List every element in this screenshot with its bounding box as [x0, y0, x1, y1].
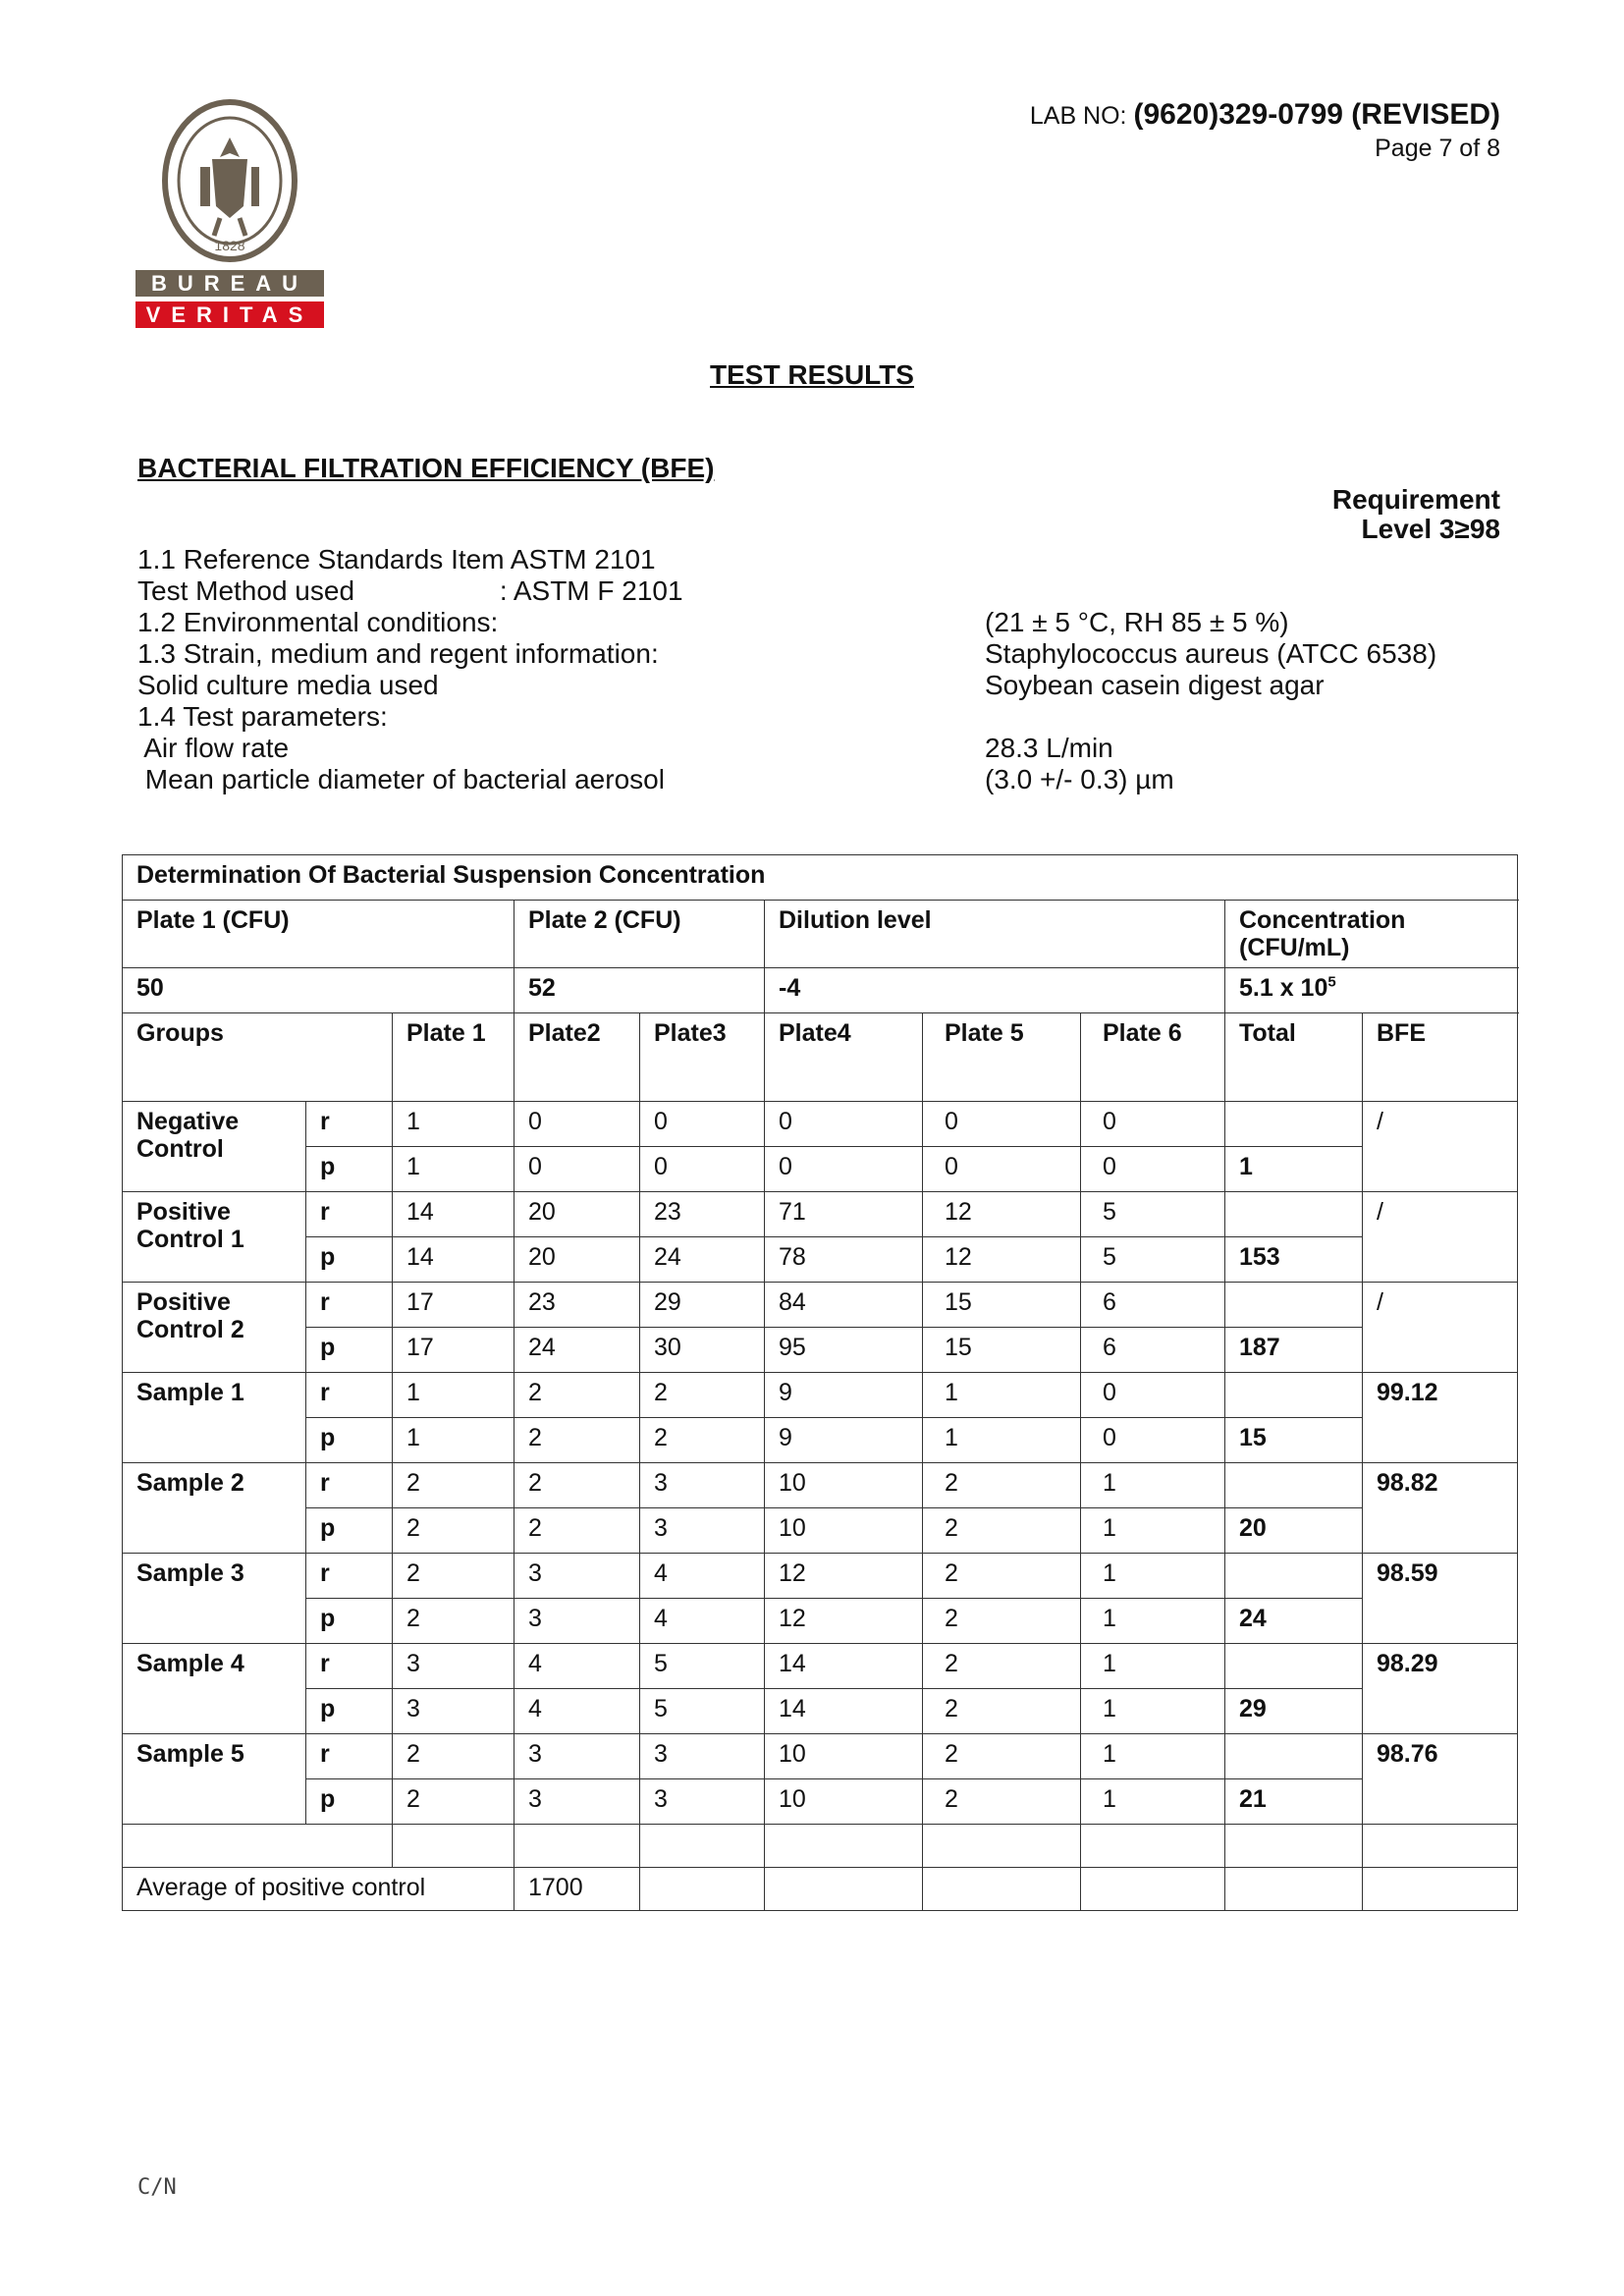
info-right-8: (3.0 +/- 0.3) µm	[985, 764, 1174, 794]
seal-year: 1828	[214, 238, 245, 253]
plate-count: 5	[1081, 1237, 1225, 1283]
table-row	[123, 1147, 1518, 1192]
table-row	[123, 1644, 1518, 1689]
empty-cell	[393, 1825, 514, 1868]
info-left-4: 1.3 Strain, medium and regent information:	[137, 638, 659, 669]
header-concentration: Concentration (CFU/mL)	[1225, 901, 1518, 968]
plate-count: 1	[923, 1418, 1081, 1463]
plate-count: 71	[765, 1192, 923, 1237]
table-row	[123, 1779, 1518, 1825]
plate-count: 3	[514, 1599, 640, 1644]
empty-cell	[923, 1825, 1081, 1868]
header-plate1-cfu: Plate 1 (CFU)	[123, 901, 514, 968]
plate-count: 2	[514, 1373, 640, 1418]
requirement-label: Requirement	[1331, 484, 1500, 515]
lab-number	[1030, 98, 1500, 132]
group-bfe: /	[1363, 1102, 1518, 1192]
plate-count: 9	[765, 1373, 923, 1418]
table-row	[123, 1508, 1518, 1554]
plate-count: 2	[923, 1689, 1081, 1734]
plate-count: 5	[640, 1689, 765, 1734]
plate-count: 0	[1081, 1373, 1225, 1418]
plate-count: 14	[765, 1689, 923, 1734]
empty-cell	[123, 1825, 393, 1868]
empty-cell	[765, 1825, 923, 1868]
average-value: 1700	[514, 1868, 640, 1911]
plate-count: 6	[1081, 1328, 1225, 1373]
plate-count: 0	[923, 1102, 1081, 1147]
group-name: Sample 2	[123, 1463, 306, 1554]
group-name: Sample 1	[123, 1373, 306, 1463]
row-type: p	[306, 1418, 393, 1463]
row-type: r	[306, 1373, 393, 1418]
row-type: r	[306, 1463, 393, 1508]
row-total: 153	[1225, 1237, 1363, 1283]
table-row	[123, 1373, 1518, 1418]
row-type: r	[306, 1283, 393, 1328]
group-name: Sample 3	[123, 1554, 306, 1644]
plate-count: 14	[393, 1192, 514, 1237]
info-left-7: Air flow rate	[137, 733, 290, 763]
plate-count: 0	[514, 1102, 640, 1147]
average-label: Average of positive control	[123, 1868, 514, 1911]
plate-count: 3	[514, 1554, 640, 1599]
table-row	[123, 1237, 1518, 1283]
plate-count: 1	[1081, 1554, 1225, 1599]
info-left-3: 1.2 Environmental conditions:	[137, 607, 499, 637]
row-total	[1225, 1373, 1363, 1418]
plate-count: 2	[393, 1508, 514, 1554]
value-plate1-cfu: 50	[123, 968, 514, 1013]
plate-count: 2	[514, 1508, 640, 1554]
plate-count: 2	[923, 1554, 1081, 1599]
plate-count: 4	[640, 1554, 765, 1599]
plate-count: 0	[640, 1147, 765, 1192]
table-row	[123, 1283, 1518, 1328]
plate-count: 12	[765, 1554, 923, 1599]
plate-count: 24	[640, 1237, 765, 1283]
plate-count: 12	[923, 1237, 1081, 1283]
plate-count: 2	[923, 1463, 1081, 1508]
row-total: 24	[1225, 1599, 1363, 1644]
page-footer: C/N	[137, 2175, 177, 2200]
col-header-plate1: Plate 1	[393, 1013, 514, 1102]
row-total: 29	[1225, 1689, 1363, 1734]
row-total: 21	[1225, 1779, 1363, 1825]
plate-count: 1	[393, 1147, 514, 1192]
average-row	[123, 1868, 1518, 1911]
concentration-base: 5.1 x 10	[1239, 974, 1328, 1002]
info-left-2: Test Method used : ASTM F 2101	[137, 575, 683, 606]
empty-cell	[1225, 1868, 1363, 1911]
plate-count: 0	[640, 1102, 765, 1147]
row-type: p	[306, 1689, 393, 1734]
concentration-exponent: 5	[1327, 973, 1336, 991]
row-total: 20	[1225, 1508, 1363, 1554]
plate-count: 2	[393, 1554, 514, 1599]
col-header-plate2: Plate2	[514, 1013, 640, 1102]
value-plate2-cfu: 52	[514, 968, 765, 1013]
plate-count: 5	[1081, 1192, 1225, 1237]
plate-count: 10	[765, 1463, 923, 1508]
group-name: Sample 4	[123, 1644, 306, 1734]
plate-count: 12	[923, 1192, 1081, 1237]
plate-count: 2	[393, 1463, 514, 1508]
info-right-4: Staphylococcus aureus (ATCC 6538)	[985, 638, 1437, 669]
lab-no-label: LAB NO:	[1029, 102, 1127, 130]
plate-count: 17	[393, 1283, 514, 1328]
plate-count: 14	[765, 1644, 923, 1689]
empty-cell	[1081, 1825, 1225, 1868]
empty-cell	[1363, 1825, 1518, 1868]
plate-count: 0	[1081, 1102, 1225, 1147]
row-type: p	[306, 1508, 393, 1554]
plate-count: 6	[1081, 1283, 1225, 1328]
group-bfe: /	[1363, 1283, 1518, 1373]
empty-cell	[514, 1825, 640, 1868]
plate-count: 23	[640, 1192, 765, 1237]
plate-count: 2	[923, 1508, 1081, 1554]
plate-count: 1	[1081, 1734, 1225, 1779]
plate-count: 3	[640, 1508, 765, 1554]
plate-count: 9	[765, 1418, 923, 1463]
plate-count: 20	[514, 1237, 640, 1283]
col-header-plate4: Plate4	[765, 1013, 923, 1102]
page-title: TEST RESULTS	[710, 359, 914, 390]
info-right-7: 28.3 L/min	[985, 733, 1113, 763]
row-total	[1225, 1192, 1363, 1237]
row-total	[1225, 1734, 1363, 1779]
empty-cell	[1225, 1825, 1363, 1868]
row-type: r	[306, 1554, 393, 1599]
empty-row	[123, 1825, 1518, 1868]
plate-count: 2	[393, 1779, 514, 1825]
row-total	[1225, 1644, 1363, 1689]
plate-count: 2	[923, 1644, 1081, 1689]
plate-count: 2	[923, 1734, 1081, 1779]
group-bfe: 98.59	[1363, 1554, 1518, 1644]
logo-text-veritas: VERITAS	[135, 301, 324, 328]
bureau-veritas-seal-icon	[161, 98, 298, 263]
table-row	[123, 1554, 1518, 1599]
row-type: p	[306, 1599, 393, 1644]
table-row	[123, 1463, 1518, 1508]
plate-count: 3	[640, 1734, 765, 1779]
plate-count: 78	[765, 1237, 923, 1283]
requirement-level: Level 3≥98	[1361, 514, 1500, 544]
table-caption: Determination Of Bacterial Suspension Concentration	[123, 855, 1518, 901]
plate-count: 95	[765, 1328, 923, 1373]
empty-cell	[640, 1825, 765, 1868]
row-total: 15	[1225, 1418, 1363, 1463]
row-total	[1225, 1102, 1363, 1147]
plate-count: 3	[514, 1779, 640, 1825]
row-type: r	[306, 1192, 393, 1237]
plate-count: 1	[1081, 1779, 1225, 1825]
row-total	[1225, 1554, 1363, 1599]
plate-count: 0	[1081, 1418, 1225, 1463]
plate-count: 2	[514, 1463, 640, 1508]
row-total	[1225, 1463, 1363, 1508]
plate-count: 2	[514, 1418, 640, 1463]
plate-count: 14	[393, 1237, 514, 1283]
plate-count: 0	[765, 1102, 923, 1147]
plate-count: 15	[923, 1283, 1081, 1328]
row-type: p	[306, 1147, 393, 1192]
plate-count: 0	[923, 1147, 1081, 1192]
empty-cell	[765, 1868, 923, 1911]
plate-count: 0	[514, 1147, 640, 1192]
plate-count: 2	[393, 1734, 514, 1779]
col-header-groups: Groups	[123, 1013, 393, 1102]
bureau-veritas-logo	[135, 98, 324, 332]
group-name: Sample 5	[123, 1734, 306, 1825]
plate-count: 5	[640, 1644, 765, 1689]
plate-count: 4	[514, 1689, 640, 1734]
plate-count: 84	[765, 1283, 923, 1328]
empty-cell	[923, 1868, 1081, 1911]
col-header-bfe: BFE	[1363, 1013, 1518, 1102]
plate-count: 3	[393, 1644, 514, 1689]
table-row	[123, 1192, 1518, 1237]
empty-cell	[1363, 1868, 1518, 1911]
plate-count: 24	[514, 1328, 640, 1373]
row-type: r	[306, 1644, 393, 1689]
plate-count: 12	[765, 1599, 923, 1644]
plate-count: 23	[514, 1283, 640, 1328]
plate-count: 0	[1081, 1147, 1225, 1192]
table-row	[123, 1599, 1518, 1644]
col-header-plate3: Plate3	[640, 1013, 765, 1102]
row-type: p	[306, 1237, 393, 1283]
plate-count: 2	[923, 1599, 1081, 1644]
plate-count: 3	[640, 1779, 765, 1825]
empty-cell	[1081, 1868, 1225, 1911]
plate-count: 10	[765, 1779, 923, 1825]
plate-count: 4	[640, 1599, 765, 1644]
plate-count: 30	[640, 1328, 765, 1373]
group-bfe: 98.82	[1363, 1463, 1518, 1554]
row-total: 1	[1225, 1147, 1363, 1192]
page-number: Page 7 of 8	[1375, 135, 1500, 162]
lab-no-value: (9620)329-0799 (REVISED)	[1133, 98, 1500, 131]
plate-count: 3	[640, 1463, 765, 1508]
value-concentration	[1225, 968, 1518, 1013]
plate-count: 1	[393, 1102, 514, 1147]
table-row	[123, 1418, 1518, 1463]
bfe-results-table	[122, 854, 1518, 1911]
section-title: BACTERIAL FILTRATION EFFICIENCY (BFE)	[137, 453, 715, 483]
col-header-plate6: Plate 6	[1081, 1013, 1225, 1102]
plate-count: 3	[393, 1689, 514, 1734]
table-row	[123, 1102, 1518, 1147]
plate-count: 1	[393, 1418, 514, 1463]
group-bfe: /	[1363, 1192, 1518, 1283]
plate-count: 2	[640, 1373, 765, 1418]
group-bfe: 98.29	[1363, 1644, 1518, 1734]
plate-count: 3	[514, 1734, 640, 1779]
info-left-8: Mean particle diameter of bacterial aerosol	[137, 764, 665, 794]
row-total: 187	[1225, 1328, 1363, 1373]
info-right-5: Soybean casein digest agar	[985, 670, 1325, 700]
row-total	[1225, 1283, 1363, 1328]
plate-count: 1	[923, 1373, 1081, 1418]
row-type: p	[306, 1328, 393, 1373]
group-name: Negative Control	[123, 1102, 306, 1192]
col-header-plate5: Plate 5	[923, 1013, 1081, 1102]
plate-count: 1	[1081, 1689, 1225, 1734]
plate-count: 2	[393, 1599, 514, 1644]
plate-count: 15	[923, 1328, 1081, 1373]
header-dilution: Dilution level	[765, 901, 1225, 968]
plate-count: 0	[765, 1147, 923, 1192]
plate-count: 2	[640, 1418, 765, 1463]
plate-count: 20	[514, 1192, 640, 1237]
info-left-5: Solid culture media used	[137, 670, 439, 700]
plate-count: 10	[765, 1508, 923, 1554]
plate-count: 1	[1081, 1463, 1225, 1508]
plate-count: 2	[923, 1779, 1081, 1825]
group-name: Positive Control 1	[123, 1192, 306, 1283]
table-row	[123, 1328, 1518, 1373]
info-left-6: 1.4 Test parameters:	[137, 701, 388, 732]
table-row	[123, 1734, 1518, 1779]
value-dilution: -4	[765, 968, 1225, 1013]
group-bfe: 99.12	[1363, 1373, 1518, 1463]
info-right-3: (21 ± 5 °C, RH 85 ± 5 %)	[985, 607, 1289, 637]
plate-count: 17	[393, 1328, 514, 1373]
row-type: r	[306, 1102, 393, 1147]
group-name: Positive Control 2	[123, 1283, 306, 1373]
row-type: r	[306, 1734, 393, 1779]
plate-count: 1	[1081, 1599, 1225, 1644]
empty-cell	[640, 1868, 765, 1911]
logo-text-bureau: BUREAU	[135, 270, 324, 297]
plate-count: 1	[1081, 1644, 1225, 1689]
group-bfe: 98.76	[1363, 1734, 1518, 1825]
header-plate2-cfu: Plate 2 (CFU)	[514, 901, 765, 968]
plate-count: 10	[765, 1734, 923, 1779]
plate-count: 29	[640, 1283, 765, 1328]
info-left-1: 1.1 Reference Standards Item ASTM 2101	[137, 544, 656, 574]
col-header-total: Total	[1225, 1013, 1363, 1102]
table-row	[123, 1689, 1518, 1734]
plate-count: 1	[393, 1373, 514, 1418]
plate-count: 1	[1081, 1508, 1225, 1554]
plate-count: 4	[514, 1644, 640, 1689]
row-type: p	[306, 1779, 393, 1825]
